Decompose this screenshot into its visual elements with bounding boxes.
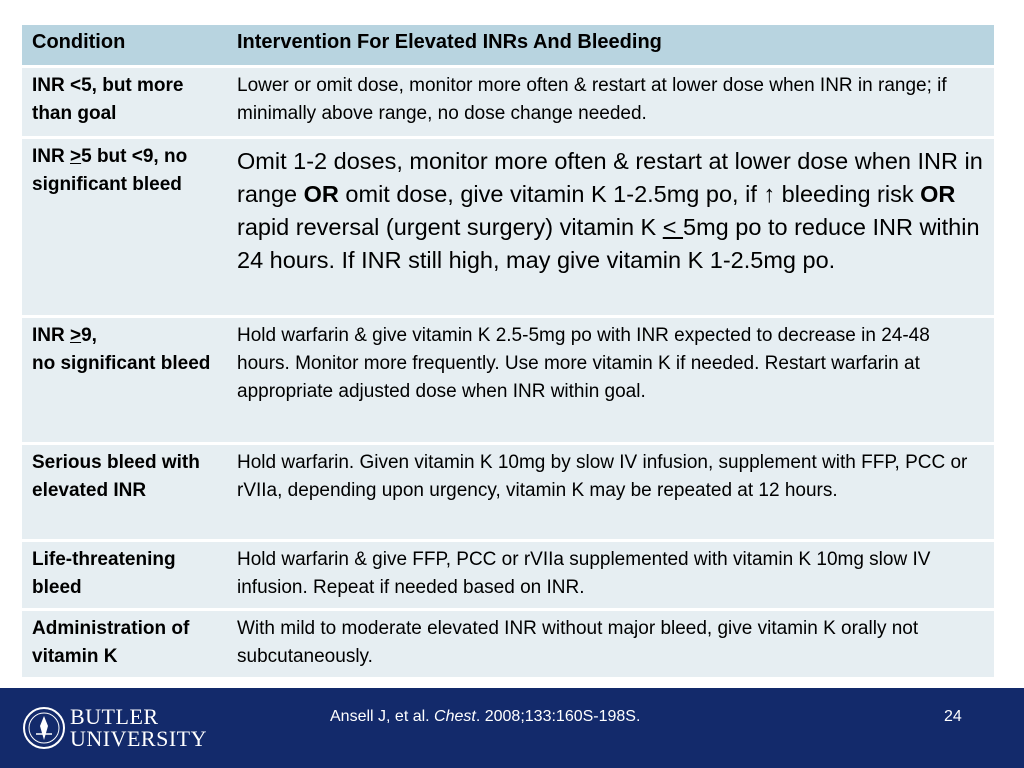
condition-text: no significant bleed (32, 353, 211, 374)
condition-cell: INR <5, but more than goal (22, 68, 227, 136)
table-row (22, 445, 994, 539)
table-row (22, 542, 994, 608)
condition-text: INR (32, 146, 70, 167)
citation-details: . 2008;133:160S-198S. (475, 708, 641, 725)
table-header-row (22, 25, 994, 65)
table-row (22, 68, 994, 136)
intervention-text: rapid reversal (urgent surgery) vitamin K (237, 214, 663, 240)
intervention-text: 5mg po to reduce INR within 24 hours. If INR still high, may give vitamin K 1-2.5mg po. (237, 214, 980, 273)
header-intervention: Intervention For Elevated INRs And Bleeding (227, 25, 994, 65)
intervention-text: omit dose, give vitamin K 1-2.5mg po, if ↑ bleeding risk (338, 181, 921, 207)
citation-authors: Ansell J, et al. (330, 708, 435, 725)
intervention-cell: Hold warfarin & give vitamin K 2.5-5mg po with INR expected to decrease in 24-48 hours. Monitor more frequently. Use more vitamin K if needed. Restart warfarin at appropriate adjusted dose when INR within goal. (227, 318, 994, 442)
le-symbol: < (662, 214, 684, 240)
intervention-cell: Lower or omit dose, monitor more often & restart at lower dose when INR in range; if minimally above range, no dose change needed. (227, 68, 994, 136)
logo-wordmark (70, 706, 207, 750)
citation (330, 708, 640, 726)
logo-line-1: BUTLER (70, 704, 159, 729)
condition-cell: Administration of vitamin K (22, 611, 227, 677)
condition-cell: Life-threatening bleed (22, 542, 227, 608)
or-emphasis: OR (920, 181, 956, 207)
intervention-cell (227, 139, 994, 315)
butler-university-logo (22, 704, 252, 756)
page-number: 24 (944, 708, 962, 725)
inr-intervention-table (22, 22, 994, 680)
table-row (22, 318, 994, 442)
condition-cell (22, 318, 227, 442)
header-condition: Condition (22, 25, 227, 65)
condition-text: 5 but <9, no significant bleed (32, 146, 188, 195)
condition-text: INR (32, 325, 70, 346)
or-emphasis: OR (303, 181, 339, 207)
intervention-cell: With mild to moderate elevated INR without major bleed, give vitamin K orally not subcutaneously. (227, 611, 994, 677)
condition-symbol: > (70, 146, 82, 167)
table-row (22, 139, 994, 315)
citation-journal: Chest (434, 708, 476, 725)
intervention-cell: Hold warfarin. Given vitamin K 10mg by slow IV infusion, supplement with FFP, PCC or rVIIa, depending upon urgency, vitamin K may be repeated at 12 hours. (227, 445, 994, 539)
logo-line-2: UNIVERSITY (70, 726, 207, 751)
intervention-text: Omit 1-2 doses, monitor more often & restart at lower dose when INR in range (237, 148, 983, 207)
inr-table-container (22, 22, 994, 680)
table-row (22, 611, 994, 677)
slide-footer (0, 688, 1024, 768)
intervention-cell: Hold warfarin & give FFP, PCC or rVIIa supplemented with vitamin K 10mg slow IV infusion. Repeat if needed based on INR. (227, 542, 994, 608)
condition-cell: Serious bleed with elevated INR (22, 445, 227, 539)
condition-symbol: > (70, 325, 82, 346)
condition-cell (22, 139, 227, 315)
university-seal-icon (22, 704, 66, 752)
condition-text: 9, (81, 325, 97, 346)
